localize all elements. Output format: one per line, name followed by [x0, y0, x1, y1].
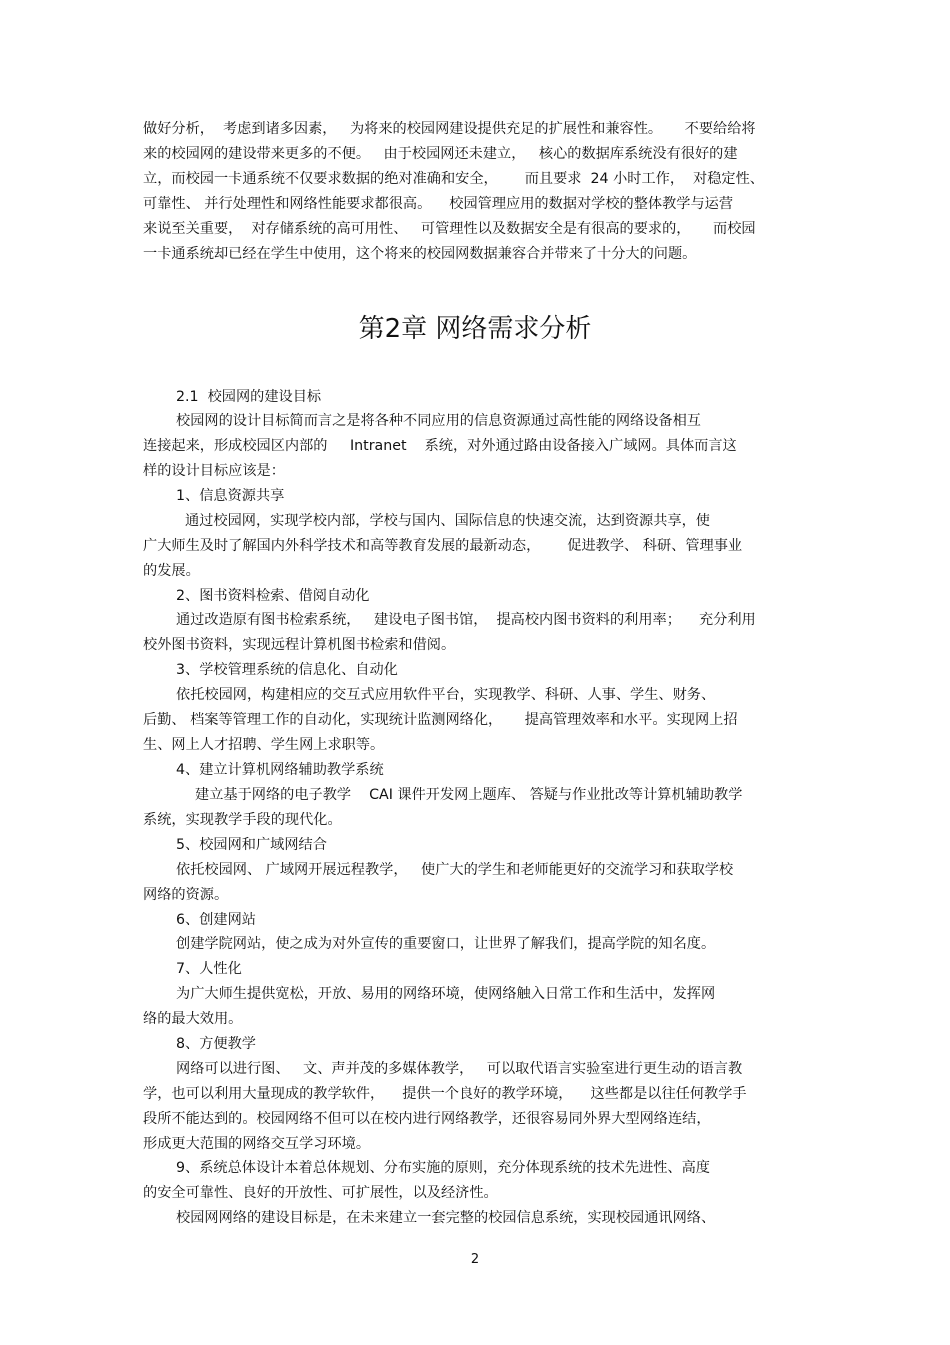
body-line: 校外图书资料，实现远程计算机图书检索和借阅。: [143, 637, 456, 653]
body-line: 学，也可以利用大量现成的教学软件， 提供一个良好的教学环境， 这些都是以往任何教学手: [143, 1086, 747, 1102]
list-heading: 2、图书资料检索、借阅自动化: [176, 588, 370, 604]
body-line: 生、网上人才招聘、学生网上求职等。: [143, 737, 385, 753]
body-line: 样的设计目标应该是：: [143, 463, 285, 479]
body-line: 为广大师生提供宽松，开放、易用的网络环境，使网络触入日常工作和生活中，发挥网: [176, 986, 716, 1002]
section-heading: 2.1 校园网的建设目标: [176, 389, 322, 405]
list-heading: 5、校园网和广域网结合: [176, 837, 327, 853]
body-line: 依托校园网，构建相应的交互式应用软件平台，实现教学、科研、人事、学生、财务、: [176, 687, 716, 703]
body-line: 依托校园网、 广域网开展远程教学， 使广大的学生和老师能更好的交流学习和获取学校: [176, 862, 734, 878]
body-line: 建立基于网络的电子教学 CAI 课件开发网上题库、 答疑与作业批改等计算机辅助教学: [195, 787, 743, 803]
list-heading: 9、系统总体设计本着总体规划、分布实施的原则，充分体现系统的技术先进性、高度: [176, 1160, 710, 1176]
body-line: 广大师生及时了解国内外科学技术和高等教育发展的最新动态， 促进教学、 科研、管理事业: [143, 538, 743, 554]
intro-line: 来的校园网的建设带来更多的不便。 由于校园网还未建立， 核心的数据库系统没有很好的建: [143, 146, 738, 162]
intro-line: 做好分析， 考虑到诸多因素， 为将来的校园网建设提供充足的扩展性和兼容性。 不要给给将: [143, 121, 756, 137]
body-line: 校园网的设计目标简而言之是将各种不同应用的信息资源通过高性能的网络设备相互: [176, 413, 701, 429]
body-line: 段所不能达到的。校园网络不但可以在校内进行网络教学，还很容易同外界大型网络连结，: [143, 1111, 711, 1127]
intro-line: 来说至关重要， 对存储系统的高可用性、 可管理性以及数据安全是有很高的要求的， 而校园: [143, 221, 756, 237]
body-line: 网络的资源。: [143, 887, 229, 903]
body-line: 络的最大效用。: [143, 1011, 243, 1027]
body-line: 网络可以进行图、 文、声并茂的多媒体教学， 可以取代语言实验室进行更生动的语言教: [176, 1061, 743, 1077]
list-heading: 8、方便教学: [176, 1036, 256, 1052]
list-heading: 7、人性化: [176, 961, 242, 977]
list-heading: 4、建立计算机网络辅助教学系统: [176, 762, 384, 778]
body-line: 系统，实现教学手段的现代化。: [143, 812, 342, 828]
list-heading: 6、创建网站: [176, 912, 256, 928]
body-line: 创建学院网站，使之成为对外宣传的重要窗口，让世界了解我们，提高学院的知名度。: [176, 936, 716, 952]
list-heading: 1、信息资源共享: [176, 488, 285, 504]
body-line: 连接起来，形成校园区内部的 Intranet 系统，对外通过路由设备接入广域网。具体而言这: [143, 438, 737, 454]
list-heading: 3、学校管理系统的信息化、自动化: [176, 662, 398, 678]
body-line: 后勤、 档案等管理工作的自动化，实现统计监测网络化， 提高管理效率和水平。实现网上招: [143, 712, 738, 728]
page-number: 2: [470, 1252, 480, 1267]
intro-line: 可靠性、 并行处理性和网络性能要求都很高。 校园管理应用的数据对学校的整体教学与运营: [143, 196, 734, 212]
chapter-title: 第2章 网络需求分析: [358, 314, 592, 344]
body-line: 校园网网络的建设目标是，在未来建立一套完整的校园信息系统，实现校园通讯网络、: [176, 1210, 716, 1226]
body-line: 的安全可靠性、良好的开放性、可扩展性，以及经济性。: [143, 1185, 498, 1201]
body-line: 通过校园网，实现学校内部，学校与国内、国际信息的快速交流，达到资源共享，使: [185, 513, 710, 529]
intro-line: 立，而校园一卡通系统不仅要求数据的绝对准确和安全， 而且要求 24 小时工作， 对稳定性、: [143, 171, 764, 187]
intro-line: 一卡通系统却已经在学生中使用，这个将来的校园网数据兼容合并带来了十分大的问题。: [143, 246, 697, 262]
body-line: 通过改造原有图书检索系统， 建设电子图书馆， 提高校内图书资料的利用率； 充分利用: [176, 612, 756, 628]
body-line: 的发展。: [143, 563, 200, 579]
body-line: 形成更大范围的网络交互学习环境。: [143, 1136, 371, 1152]
